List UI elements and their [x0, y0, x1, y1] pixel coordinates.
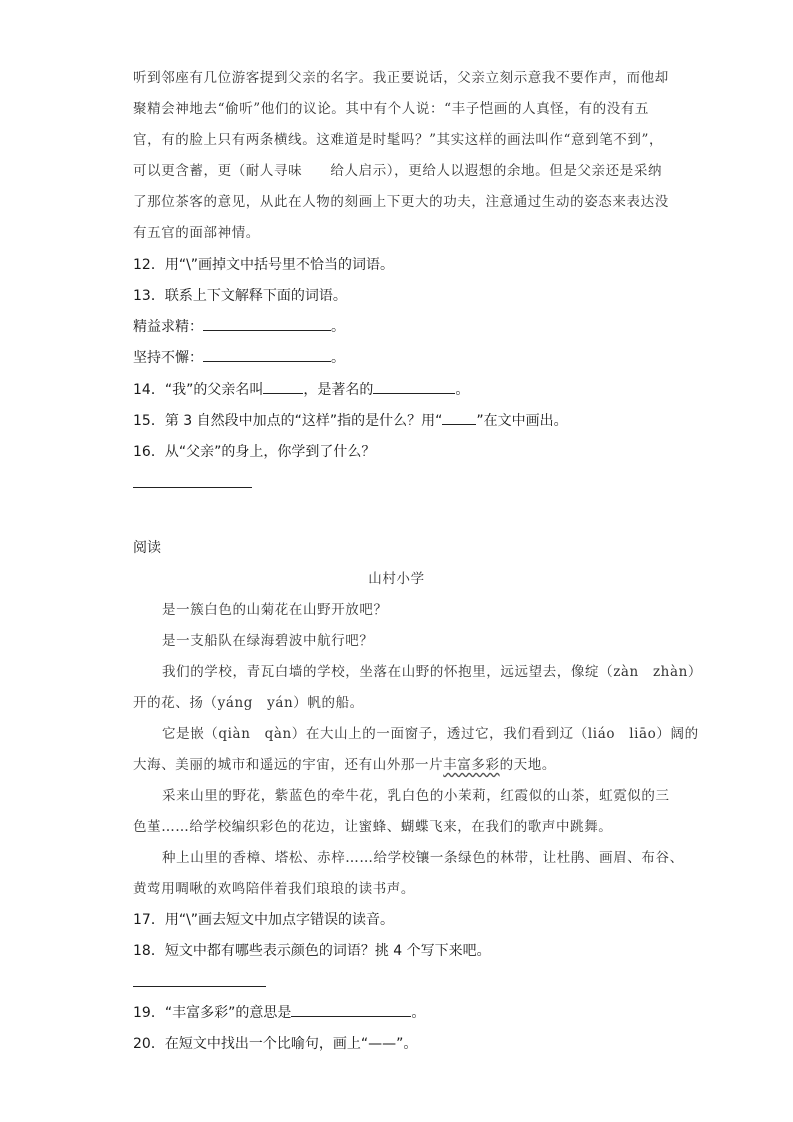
- question-16: 16．从“父亲”的身上，你学到了什么？: [133, 444, 376, 460]
- answer-blank-19[interactable]: [291, 1002, 411, 1017]
- section-heading: 阅读: [133, 540, 161, 556]
- passage1-line-5: 了那位茶客的意见，从此在人物的刻画上下更大的功夫，注意通过生动的姿态来表达没: [133, 194, 669, 210]
- passage2-p4-line2: [133, 753, 556, 773]
- word-item-2: [133, 347, 345, 367]
- question-15: [133, 410, 568, 430]
- question-19-text-b: 。: [411, 1005, 426, 1021]
- answer-blank-2[interactable]: [203, 347, 331, 362]
- question-18: 18．短文中都有哪些表示颜色的词语？挑 4 个写下来吧。: [133, 943, 491, 959]
- passage2-p5-line1: 采来山里的野花，紫蓝色的牵牛花，乳白色的小茉莉，红霞似的山茶，虹霓似的三: [162, 788, 670, 804]
- passage1-line-2: 聚精会神地去“偷听”他们的议论。其中有个人说：“丰子恺画的人真怪，有的没有五: [133, 101, 650, 117]
- answer-blank-1[interactable]: [203, 316, 331, 331]
- question-15-text-b: ”在文中画出。: [476, 413, 568, 429]
- question-15-text-a: 15．第 3 自然段中加点的“这样”指的是什么？用“: [133, 413, 443, 429]
- question-14-text-c: 。: [455, 382, 470, 398]
- question-13: 13．联系上下文解释下面的词语。: [133, 288, 347, 304]
- passage-title: 山村小学: [368, 571, 425, 587]
- wavy-underlined-phrase: 丰富多彩: [443, 757, 500, 773]
- passage2-p6-line2: 黄莺用啁啾的欢鸣陪伴着我们琅琅的读书声。: [133, 881, 415, 897]
- passage2-p3-line1: 我们的学校，青瓦白墙的学校，坐落在山野的怀抱里，远远望去，像绽（zàn zhàn）: [162, 664, 703, 680]
- answer-line-16[interactable]: [133, 487, 252, 488]
- word-end-2: 。: [331, 350, 345, 366]
- passage1-line-3: 官，有的脸上只有两条横线。这难道是时髦吗？”其实这样的画法叫作“意到笔不到”，: [133, 132, 664, 148]
- passage2-p2: 是一支船队在绿海碧波中航行吧？: [162, 633, 374, 649]
- question-12: 12．用“\”画掉文中括号里不恰当的词语。: [133, 257, 395, 273]
- passage2-p4-line1: 它是嵌（qiàn qàn）在大山上的一面窗子，透过它，我们看到辽（liáo liāo）阔的: [162, 726, 699, 742]
- question-19: [133, 1002, 425, 1022]
- passage1-line-4: 可以更含蓄，更（耐人寻味 给人启示），更给人以遐想的余地。但是父亲还是采纳: [133, 163, 663, 179]
- word-item-1: [133, 316, 345, 336]
- word-label-1: 精益求精：: [133, 319, 203, 335]
- passage2-p4-line2-a: 大海、美丽的城市和遥远的宇宙，还有山外那一片: [133, 757, 444, 773]
- passage2-p5-line2: 色堇……给学校编织彩色的花边，让蜜蜂、蝴蝶飞来，在我们的歌声中跳舞。: [133, 819, 613, 835]
- passage2-p1: 是一簇白色的山菊花在山野开放吧？: [162, 602, 388, 618]
- question-17: 17．用“\”画去短文中加点字错误的读音。: [133, 912, 395, 928]
- question-19-text-a: 19．“丰富多彩”的意思是: [133, 1005, 292, 1021]
- answer-blank-name[interactable]: [263, 379, 303, 394]
- answer-blank-identity[interactable]: [373, 379, 455, 394]
- passage2-p6-line1: 种上山里的香樟、塔松、赤梓……给学校镶一条绿色的林带，让杜鹃、画眉、布谷、: [162, 850, 684, 866]
- question-14: [133, 379, 469, 399]
- underline-mark: [442, 410, 476, 425]
- answer-line-18[interactable]: [133, 986, 266, 987]
- question-14-text-a: 14．“我”的父亲名叫: [133, 382, 264, 398]
- passage1-line-1: 听到邻座有几位游客提到父亲的名字。我正要说话，父亲立刻示意我不要作声，而他却: [133, 70, 669, 86]
- word-end-1: 。: [331, 319, 345, 335]
- passage2-p4-line2-b: 的天地。: [499, 757, 557, 773]
- question-14-text-b: ，是著名的: [303, 382, 374, 398]
- passage1-line-6: 有五官的面部神情。: [133, 225, 260, 241]
- passage2-p3-line2: 开的花、扬（yáng yán）帆的船。: [133, 695, 364, 711]
- word-label-2: 坚持不懈：: [133, 350, 203, 366]
- question-20: 20．在短文中找出一个比喻句，画上“——”。: [133, 1036, 418, 1052]
